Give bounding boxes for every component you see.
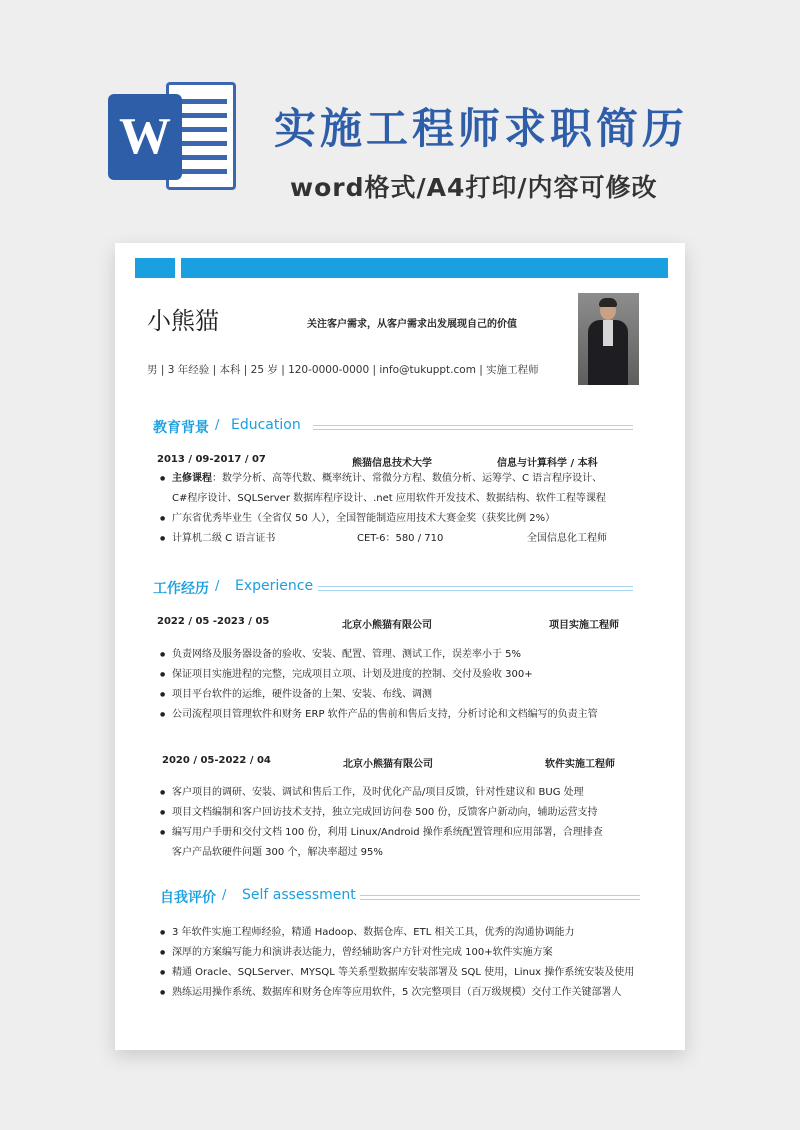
resume-paper <box>115 243 685 1050</box>
page-subtitle: word格式/A4打印/内容可修改 <box>290 173 658 202</box>
job-2-list <box>160 783 660 863</box>
candidate-photo <box>578 293 639 385</box>
education-major: 信息与计算科学 / 本科 <box>497 458 598 469</box>
section-rule <box>360 895 640 900</box>
candidate-motto: 关注客户需求，从客户需求出发展现自己的价值 <box>307 319 517 330</box>
section-title-cn: 教育背景 <box>153 420 209 436</box>
job-role: 软件实施工程师 <box>545 759 615 770</box>
section-title-en: Education <box>231 417 301 433</box>
list-item: 客户产品软硬件问题 300 个，解决率超过 95% <box>172 847 383 858</box>
self-assessment-list <box>160 923 660 1003</box>
list-item: ● 深厚的方案编写能力和演讲表达能力，曾经辅助客户方针对性完成 100+软件实施方案 <box>160 943 660 963</box>
section-self-assessment-header <box>160 887 650 909</box>
section-slash: / <box>215 418 220 433</box>
section-experience-header <box>153 578 643 600</box>
list-item: ● 精通 Oracle、SQLServer、MYSQL 等关系型数据库安装部署及 SQL 使用，Linux 操作系统安装及使用 <box>160 963 660 983</box>
candidate-name: 小熊猫 <box>147 307 219 335</box>
word-doc-icon <box>108 82 238 202</box>
list-item: ● 负责网络及服务器设备的验收、安装、配置、管理、测试工作，误差率小于 5% <box>160 645 660 665</box>
banner <box>0 0 800 230</box>
section-rule <box>313 425 633 430</box>
section-slash: / <box>215 579 220 594</box>
word-letter-badge: W <box>108 94 182 180</box>
job-company: 北京小熊猫有限公司 <box>342 620 432 631</box>
education-school: 熊猫信息技术大学 <box>352 458 432 469</box>
section-title-cn: 自我评价 <box>160 890 216 906</box>
job-company: 北京小熊猫有限公司 <box>343 759 433 770</box>
cert-1: 计算机二级 C 语言证书 <box>172 533 276 544</box>
job-1-list <box>160 645 660 725</box>
candidate-info-line: 男 | 3 年经验 | 本科 | 25 岁 | 120-0000-0000 | info@tukuppt.com | 实施工程师 <box>147 364 539 376</box>
list-item: ● 熟练运用操作系统、数据库和财务仓库等应用软件，5 次完整项目（百万级规模）交付工作关键部署人 <box>160 983 660 1003</box>
list-item: ● 客户项目的调研、安装、调试和售后工作，及时优化产品/项目反馈，针对性建议和 BUG 处理 <box>160 783 660 803</box>
job-role: 项目实施工程师 <box>549 620 619 631</box>
list-item: C#程序设计、SQLServer 数据库程序设计、.net 应用软件开发技术、数据结构、软件工程等课程 <box>172 493 606 504</box>
education-period: 2013 / 09-2017 / 07 <box>157 454 266 465</box>
section-rule <box>318 586 633 591</box>
section-title-cn: 工作经历 <box>153 581 209 597</box>
list-item: ● 公司流程项目管理软件和财务 ERP 软件产品的售前和售后支持，分析讨论和文档编写的负责主管 <box>160 705 660 725</box>
list-item: ● 项目平台软件的运维，硬件设备的上架、安装、布线、调测 <box>160 685 660 705</box>
section-education-header <box>153 417 643 439</box>
list-item: ● 项目文档编制和客户回访技术支持，独立完成回访问卷 500 份，反馈客户新动向，辅助运营支持 <box>160 803 660 823</box>
page-title: 实施工程师求职简历 <box>274 104 689 153</box>
section-title-en: Self assessment <box>242 887 356 903</box>
education-list <box>160 469 660 549</box>
list-item: ● 广东省优秀毕业生（全省仅 50 人），全国智能制造应用技术大赛金奖（获奖比例 2%） <box>160 509 660 529</box>
list-item: ● 保证项目实施进程的完整，完成项目立项、计划及进度的控制、交付及验收 300+ <box>160 665 660 685</box>
list-item: ● 主修课程：数学分析、高等代数、概率统计、常微分方程、数值分析、运筹学、C 语言程序设计、 <box>160 469 660 489</box>
job-period: 2020 / 05-2022 / 04 <box>162 755 271 766</box>
accent-bar-left <box>135 258 175 278</box>
list-item: ● 编写用户手册和交付文档 100 份，利用 Linux/Android 操作系统配置管理和应用部署，合理排查 <box>160 823 660 843</box>
section-title-en: Experience <box>235 578 314 594</box>
cert-2: CET-6：580 / 710 <box>357 533 444 544</box>
section-slash: / <box>222 888 227 903</box>
list-item <box>160 529 660 549</box>
accent-bar-right <box>181 258 668 278</box>
job-period: 2022 / 05 -2023 / 05 <box>157 616 270 627</box>
cert-3: 全国信息化工程师 <box>527 533 607 544</box>
list-item: ● 3 年软件实施工程师经验，精通 Hadoop、数据仓库、ETL 相关工具，优秀的沟通协调能力 <box>160 923 660 943</box>
